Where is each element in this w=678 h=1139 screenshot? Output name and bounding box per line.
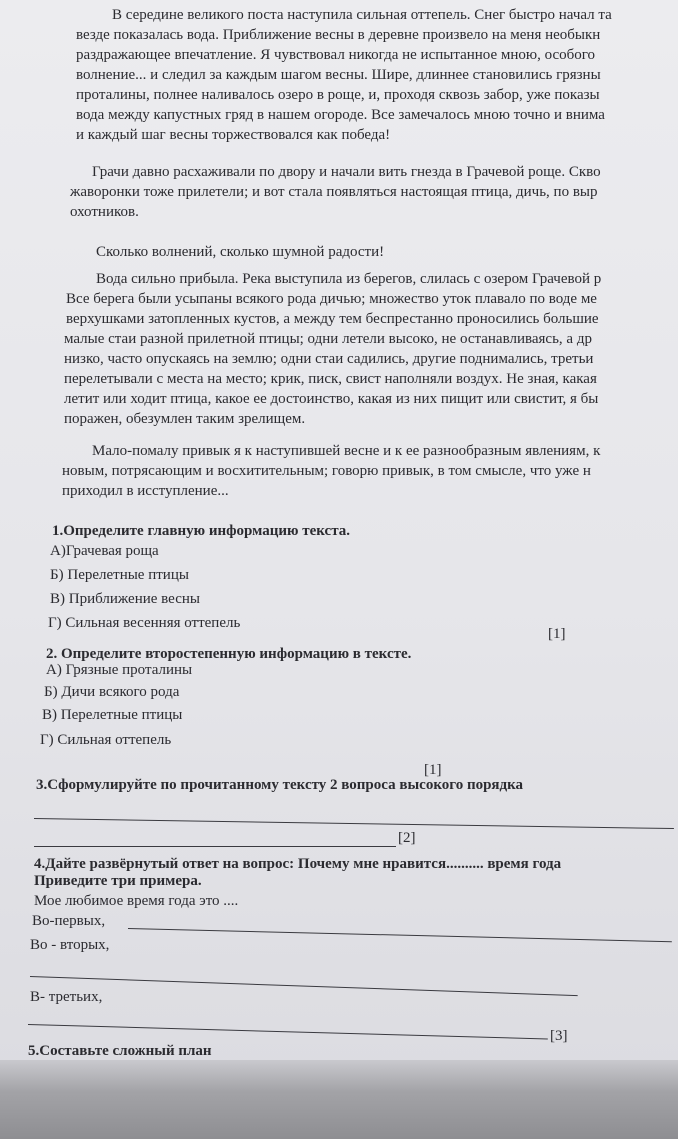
text-line: Грачи давно расхаживали по двору и начали вить гнезда в Грачевой роще. Скво bbox=[92, 164, 601, 180]
answer-option: Б) Дичи всякого рода bbox=[44, 684, 180, 700]
question-title: 3.Сформулируйте по прочитанному тексту 2 вопроса высокого порядка bbox=[36, 777, 524, 793]
score-mark: [1] bbox=[424, 762, 442, 778]
answer-line[interactable] bbox=[34, 846, 396, 847]
answer-prompt-first: Во-первых, bbox=[32, 913, 106, 929]
text-line: приходил в исступление... bbox=[62, 483, 229, 499]
text-line: и каждый шаг весны торжествовался как победа! bbox=[76, 127, 391, 143]
answer-line[interactable] bbox=[28, 1024, 548, 1040]
answer-prompt-third: В- третьих, bbox=[30, 989, 103, 1005]
answer-line[interactable] bbox=[30, 976, 578, 996]
text-line: перелетывали с места на место; крик, писк, свист наполняли воздух. Не зная, какая bbox=[64, 371, 597, 387]
text-line: В середине великого поста наступила сильная оттепель. Снег быстро начал та bbox=[112, 7, 612, 23]
text-line: проталины, полнее наливалось озеро в роще, и, проходя сквозь забор, уже показы bbox=[76, 87, 600, 103]
score-mark: [2] bbox=[398, 830, 416, 846]
text-line: везде показалась вода. Приближение весны в деревне произвело на меня необыкн bbox=[76, 27, 601, 43]
question-title: 2. Определите второстепенную информацию в тексте. bbox=[46, 646, 412, 662]
text-line: малые стаи разной прилетной птицы; одни летели высоко, не останавливаясь, а др bbox=[64, 331, 592, 347]
text-line: жаворонки тоже прилетели; и вот стала появляться настоящая птица, дичь, по выр bbox=[70, 184, 598, 200]
paragraph-3: Сколько волнений, сколько шумной радости! bbox=[96, 244, 385, 260]
answer-prompt: Мое любимое время года это .... bbox=[34, 893, 239, 909]
text-line: новым, потрясающим и восхитительным; говорю привык, в том смысле, что уже н bbox=[62, 463, 591, 479]
text-line: вода между капустных гряд в нашем огороде. Все замечалось мною точно и внима bbox=[76, 107, 605, 123]
question-subtitle: Приведите три примера. bbox=[34, 873, 202, 889]
answer-prompt-second: Во - вторых, bbox=[30, 937, 110, 953]
score-mark: [1] bbox=[548, 626, 566, 642]
text-line: охотников. bbox=[70, 204, 139, 220]
question-title: 1.Определите главную информацию текста. bbox=[52, 523, 351, 539]
answer-option: А)Грачевая роща bbox=[50, 543, 159, 559]
answer-option: В) Перелетные птицы bbox=[42, 707, 183, 723]
text-line: раздражающее впечатление. Я чувствовал никогда не испытанное мною, особого bbox=[76, 47, 596, 63]
answer-line[interactable] bbox=[34, 818, 674, 829]
text-line: Мало-помалу привык я к наступившей весне и к ее разнообразным явлениям, к bbox=[92, 443, 601, 459]
answer-option: Б) Перелетные птицы bbox=[50, 567, 189, 583]
answer-line[interactable] bbox=[128, 928, 672, 942]
answer-option: А) Грязные проталины bbox=[46, 662, 193, 678]
question-title: 4.Дайте развёрнутый ответ на вопрос: Почему мне нравится.......... время года bbox=[34, 856, 562, 872]
text-line: Вода сильно прибыла. Река выступила из берегов, слилась с озером Грачевой р bbox=[96, 271, 602, 287]
answer-option: Г) Сильная оттепель bbox=[40, 732, 172, 748]
text-line: низко, часто опускаясь на землю; одни стаи садились, другие поднимались, третьи bbox=[64, 351, 594, 367]
text-line: Все берега были усыпаны всякого рода дичью; множество уток плавало по воде ме bbox=[66, 291, 597, 307]
text-line: волнение... и следил за каждым шагом весны. Шире, длиннее становились грязны bbox=[76, 67, 601, 83]
desk-shadow bbox=[0, 1060, 678, 1139]
text-line: поражен, обезумлен таким зрелищем. bbox=[64, 411, 306, 427]
text-line: верхушками затопленных кустов, а между тем беспрестанно проносились большие bbox=[66, 311, 599, 327]
score-mark: [3] bbox=[550, 1028, 568, 1044]
question-title: 5.Составьте сложный план bbox=[28, 1043, 212, 1059]
text-line: летит или ходит птица, какое ее достоинство, какая из них пищит или свистит, я бы bbox=[64, 391, 599, 407]
answer-option: Г) Сильная весенняя оттепель bbox=[48, 615, 241, 631]
answer-option: В) Приближение весны bbox=[50, 591, 200, 607]
